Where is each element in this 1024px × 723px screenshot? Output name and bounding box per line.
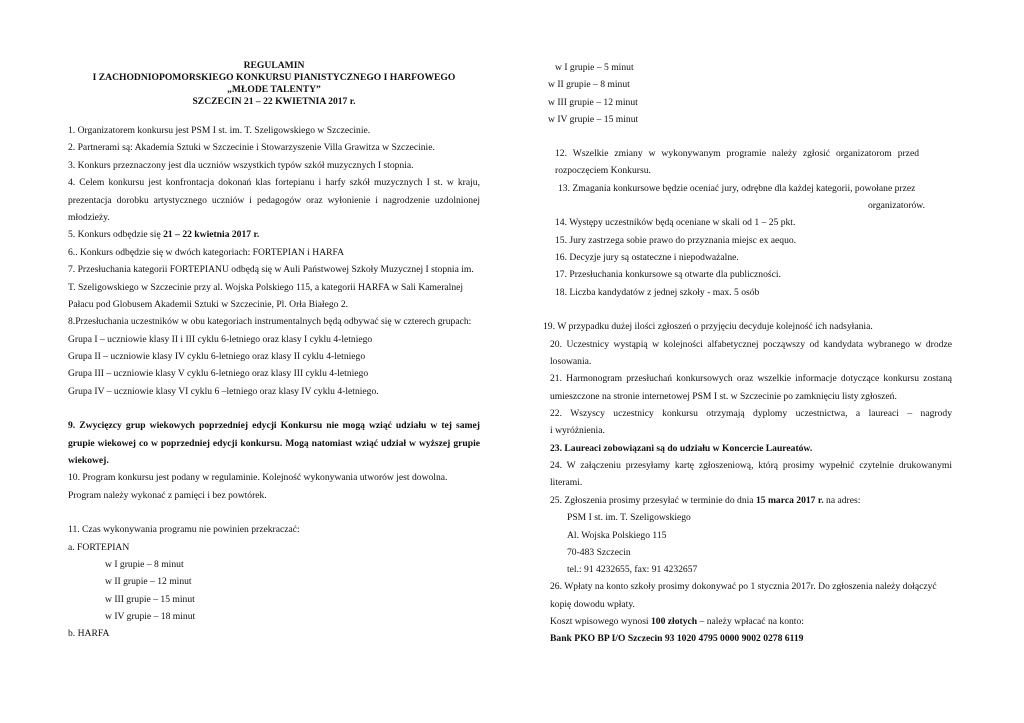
rule-6: 6.. Konkurs odbędzie się w dwóch kategoriach: FORTEPIAN i HARFA (68, 247, 345, 258)
rule-10-line-2: Program należy wykonać z pamięci i bez powtórek. (68, 490, 267, 501)
rule-24-line-1: 24. W załączeniu przesyłamy kartę zgłoszeniową, którą prosimy wypełnić czytelnie drukowanymi (550, 460, 952, 471)
rule-26-line-2: kopię dowodu wpłaty. (550, 599, 635, 610)
title-line-2: I ZACHODNIOPOMORSKIEGO KONKURSU PIANISTYCZNEGO I HARFOWEGO (92, 72, 456, 83)
title-line-1: REGULAMIN (243, 60, 305, 71)
rule-9-line-3: wiekowej. (68, 455, 109, 466)
rule-11-piano: a. FORTEPIAN (68, 542, 130, 553)
title-line-4: SZCZECIN 21 – 22 KWIETNIA 2017 r. (192, 96, 356, 107)
rule-4-line-2: prezentacja dorobku artystycznego uczniów i pedagogów oraz wyłonienie i nagrodzenie uzdolnionej (68, 195, 480, 206)
rule-13-line-2: organizatorów. (868, 200, 926, 211)
group-2: Grupa II – uczniowie klasy IV cyklu 6-letniego oraz klasy II cyklu 4-letniego (68, 351, 366, 362)
rule-9-line-1: 9. Zwycięzcy grup wiekowych poprzedniej edycji Konkursu nie mogą wziąć udziału w tej samej (68, 420, 480, 431)
harp-time-4: w IV grupie – 15 minut (548, 114, 639, 125)
rule-1: 1. Organizatorem konkursu jest PSM I st. im. T. Szeligowskiego w Szczecinie. (68, 125, 371, 136)
rule-18: 18. Liczba kandydatów z jednej szkoły - max. 5 osób (555, 287, 760, 298)
group-1: Grupa I – uczniowie klasy II i III cyklu 6-letniego oraz klasy I cyklu 4-letniego (68, 334, 373, 345)
rule-26-line-1: 26. Wpłaty na konto szkoły prosimy dokonywać po 1 stycznia 2017r. Do zgłoszenia należy dołączyć (550, 581, 937, 592)
rule-7-line-1: 7. Przesłuchania kategorii FORTEPIANU odbędą się w Auli Państwowej Szkoły Muzycznej I stopnia im. (68, 264, 474, 275)
rule-11-harp: b. HARFA (68, 628, 110, 639)
rule-9-line-2: grupie wiekowej co w poprzedniej edycji konkursu. Mogą natomiast wziąć udział w wyższej grupie (68, 438, 480, 449)
rule-21-line-1: 21. Harmonogram przesłuchań konkursowych oraz wszelkie informacje dotyczące konkursu zostaną (550, 373, 952, 384)
rule-14: 14. Występy uczestników będą oceniane w skali od 1 – 25 pkt. (555, 217, 796, 228)
rule-8: 8.Przesłuchania uczestników w obu kategoriach instrumentalnych będą odbywać się w czterech grupach: (68, 316, 472, 327)
rule-11: 11. Czas wykonywania programu nie powinien przekraczać: (68, 524, 300, 535)
address-line-1: PSM I st. im. T. Szeligowskiego (567, 512, 691, 523)
piano-time-2: w II grupie – 12 minut (105, 576, 192, 587)
entry-fee-suffix: – należy wpłacać na konto: (697, 616, 804, 627)
piano-time-3: w III grupie – 15 minut (105, 594, 195, 605)
group-3: Grupa III – uczniowie klasy V cyklu 6-letniego oraz klasy III cyklu 4-letniego (68, 368, 369, 379)
rule-24-line-2: literami. (550, 477, 583, 488)
rule-20-line-2: losowania. (550, 356, 592, 367)
address-line-4: tel.: 91 4232655, fax: 91 4232657 (567, 564, 698, 575)
rule-4-line-1: 4. Celem konkursu jest konfrontacja dokonań klas fortepianu i harfy szkół muzycznych I st. w kraju, (68, 177, 480, 188)
rule-10-line-1: 10. Program konkursu jest podany w regulaminie. Kolejność wykonywania utworów jest dowolna. (68, 472, 448, 483)
piano-time-4: w IV grupie – 18 minut (105, 611, 196, 622)
rule-15: 15. Jury zastrzega sobie prawo do przyznania miejsc ex aequo. (555, 235, 797, 246)
rule-20-line-1: 20. Uczestnicy wystąpią w kolejności alfabetycznej począwszy od kandydata wybranego w drodze (550, 339, 952, 350)
rule-16: 16. Decyzje jury są ostateczne i niepodważalne. (555, 252, 739, 263)
rule-21-line-2: umieszczone na stronie internetowej PSM I st. w Szczecinie po zamknięciu listy zgłoszeń. (550, 391, 897, 402)
group-4: Grupa IV – uczniowie klasy VI cyklu 6 –letniego oraz klasy IV cyklu 4-letniego. (68, 386, 379, 397)
harp-time-2: w II grupie – 8 minut (548, 79, 630, 90)
rule-3: 3. Konkurs przeznaczony jest dla uczniów wszystkich typów szkół muzycznych I stopnia. (68, 160, 414, 171)
rule-25-deadline: 15 marca 2017 r. (755, 495, 824, 506)
rule-7-line-3: Pałacu pod Globusem Akademii Sztuki w Szczecinie, Pl. Orła Białego 2. (68, 299, 349, 310)
rule-5-date: 21 – 22 kwietnia 2017 r. (163, 229, 260, 240)
entry-fee-text: Koszt wpisowego wynosi (550, 616, 651, 627)
entry-fee (550, 616, 804, 628)
rule-25-text: 25. Zgłoszenia prosimy przesyłać w terminie do dnia (550, 495, 756, 506)
rule-23: 23. Laureaci zobowiązani są do udziału w Koncercie Laureatów. (550, 443, 813, 454)
piano-time-1: w I grupie – 8 minut (105, 559, 184, 570)
rule-2: 2. Partnerami są: Akademia Sztuki w Szczecinie i Stowarzyszenie Villa Grawitza w Szczecinie. (68, 142, 435, 153)
rule-12-line-1: 12. Wszelkie zmiany w wykonywanym programie należy zgłosić organizatorom przed (555, 148, 919, 159)
rule-25 (550, 495, 860, 507)
harp-time-3: w III grupie – 12 minut (548, 97, 638, 108)
entry-fee-amount: 100 złotych (651, 616, 698, 627)
rule-7-line-2: T. Szeligowskiego w Szczecinie przy al. Wojska Polskiego 115, a kategorii HARFA w Sali Kameralnej (68, 282, 464, 293)
rule-19: 19. W przypadku dużej ilości zgłoszeń o przyjęciu decyduje kolejność ich nadsyłania. (543, 321, 873, 332)
address-line-3: 70-483 Szczecin (567, 547, 631, 558)
address-line-2: Al. Wojska Polskiego 115 (567, 530, 667, 541)
rule-5-text: 5. Konkurs odbędzie się (68, 229, 164, 240)
rule-4-line-3: młodzieży. (68, 212, 110, 223)
rule-5 (68, 229, 259, 241)
title-line-3: „MŁODE TALENTY” (227, 84, 321, 95)
bank-account: Bank PKO BP I/O Szczecin 93 1020 4795 0000 9002 0278 6119 (550, 633, 804, 644)
rule-22-line-1: 22. Wszyscy uczestnicy konkursu otrzymają dyplomy uczestnictwa, a laureaci – nagrody (550, 408, 952, 419)
rule-22-line-2: i wyróżnienia. (550, 425, 605, 436)
rule-25-suffix: na adres: (823, 495, 861, 506)
rule-17: 17. Przesłuchania konkursowe są otwarte dla publiczności. (555, 269, 781, 280)
rule-12-line-2: rozpoczęciem Konkursu. (555, 165, 651, 176)
rule-13-line-1: 13. Zmagania konkursowe będzie oceniać jury, odrębne dla każdej kategorii, powołane przez (558, 183, 916, 194)
harp-time-1: w I grupie – 5 minut (555, 62, 634, 73)
